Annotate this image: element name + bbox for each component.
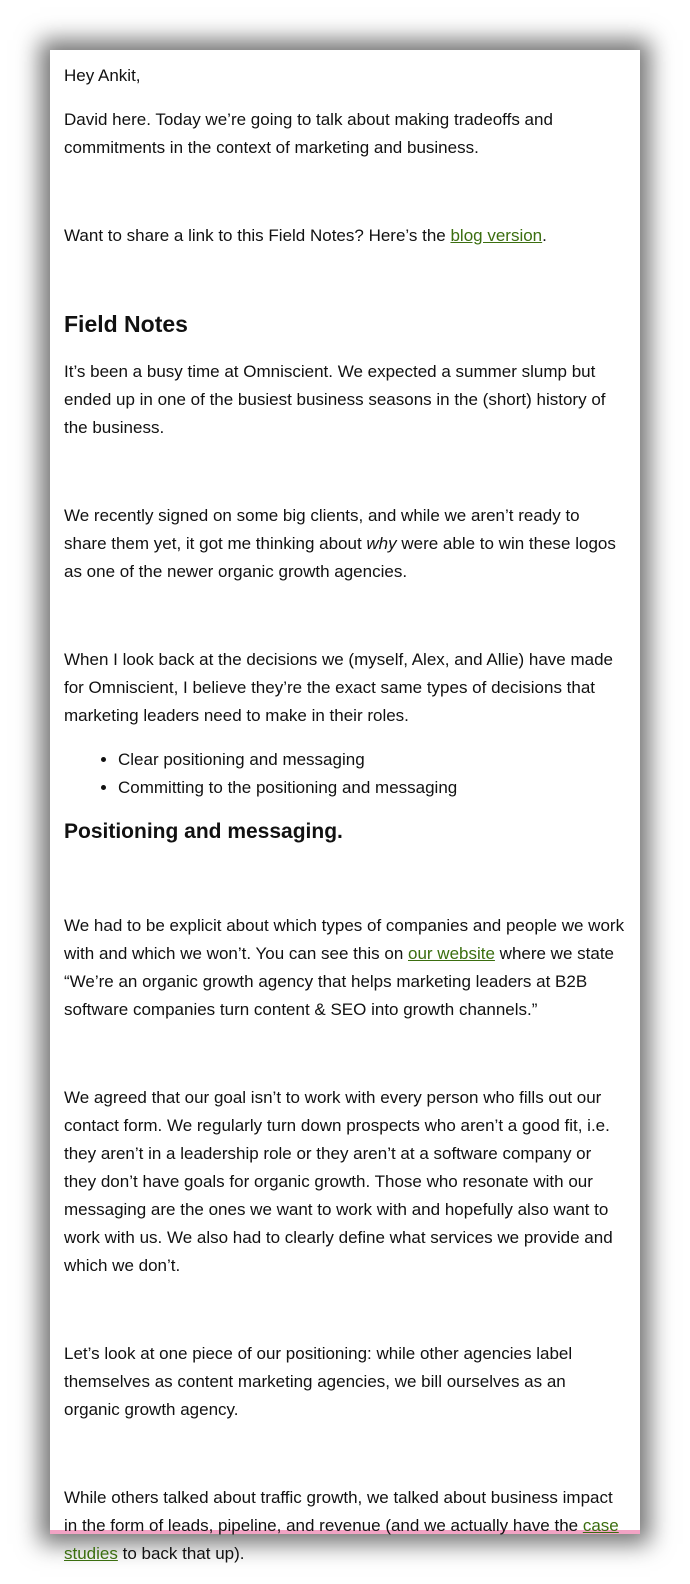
explicit-text-end: where we state “We’re an organic growth agency that helps marketing leaders at B2B software companies turn content & SEO into growth channels.” — [64, 944, 614, 1019]
impact-text-end: to back that up). — [117, 1544, 245, 1563]
decisions-paragraph: When I look back at the decisions we (myself, Alex, and Allie) have made for Omniscient, I believe they’re the exact same types of decisions that marketing leaders need to make in their roles. — [64, 650, 613, 725]
list-item: • Clear positioning and messaging — [118, 746, 626, 774]
intro-paragraph: David here. Today we’re going to talk about making tradeoffs and commitments in the context of marketing and business. — [64, 110, 553, 157]
clients-text-end: were able to win these logos as one of the newer organic growth agencies. — [64, 534, 616, 581]
field-notes-heading: Field Notes — [64, 311, 188, 337]
our-website-link[interactable]: our website — [408, 944, 495, 963]
share-text-end: . — [542, 226, 547, 245]
share-paragraph — [64, 222, 626, 250]
business-impact-paragraph — [64, 1484, 626, 1568]
organic-growth-paragraph: Let’s look at one piece of our positioning: while other agencies label themselves as content marketing agencies, we bill ourselves as an organic growth agency. — [64, 1344, 573, 1419]
positioning-heading: Positioning and messaging. — [64, 820, 343, 843]
decisions-list — [64, 746, 626, 802]
email-body — [50, 50, 640, 1568]
list-item: • Committing to the positioning and messaging — [118, 774, 626, 802]
explicit-paragraph — [64, 912, 626, 1024]
why-emphasis: why — [366, 534, 397, 553]
busy-time-paragraph: It’s been a busy time at Omniscient. We expected a summer slump but ended up in one of the busiest business seasons in the (short) history of the business. — [64, 362, 606, 437]
blog-version-link[interactable]: blog version — [450, 226, 543, 245]
goal-paragraph: We agreed that our goal isn’t to work with every person who fills out our contact form. We regularly turn down prospects who aren’t a good fit, i.e. they aren’t in a leadership role or they aren’t at a software company or they don’t have goals for organic growth. Those who resonate with our messaging are the ones we want to work with and hopefully also want to work with us. We also had to clearly define what services we provide and which we don’t. — [64, 1088, 613, 1275]
greeting: Hey Ankit, — [64, 66, 141, 85]
impact-text: While others talked about traffic growth, we talked about business impact in the form of leads, pipeline, and revenue (and we actually have the — [64, 1488, 613, 1535]
clients-text: We recently signed on some big clients, and while we aren’t ready to share them yet, it got me thinking about — [64, 506, 580, 553]
clients-paragraph — [64, 502, 626, 586]
email-card — [50, 50, 640, 1563]
explicit-text: We had to be explicit about which types of companies and people we work with and which we won’t. You can see this on — [64, 916, 625, 963]
share-text: Want to share a link to this Field Notes? Here’s the — [64, 226, 451, 245]
case-studies-link[interactable]: case studies — [64, 1516, 619, 1563]
